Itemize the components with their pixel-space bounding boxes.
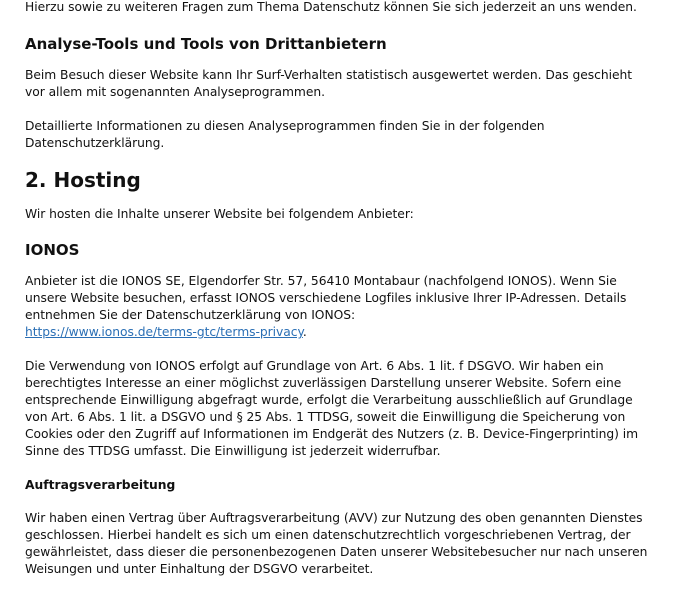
- ionos-paragraph-2: Die Verwendung von IONOS erfolgt auf Grundlage von Art. 6 Abs. 1 lit. f DSGVO. Wir haben ein berechtigtes Interesse an einer möglichst zuverlässigen Darstellung unserer Website. Sofern eine entsprechende Einwilligung abgefragt wurde, erfolgt die Verarbeitung ausschließlich auf Grundlage von Art. 6 Abs. 1 lit. a DSGVO und § 25 Abs. 1 TTDSG, soweit die Einwilligung die Speicherung von Cookies oder den Zugriff auf Informationen im Endgerät des Nutzers (z. B. Device-Fingerprinting) im Sinne des TTDSG umfasst. Die Einwilligung ist jederzeit widerrufbar.: [25, 359, 639, 458]
- auftragsverarbeitung-paragraph: Wir haben einen Vertrag über Auftragsverarbeitung (AVV) zur Nutzung des oben genannten Dienstes geschlossen. Hierbei handelt es sich um einen datenschutzrechtlich vorgeschriebenen Vertrag, der gewährleistet, dass dieser die personenbezogenen Daten unserer Websitebesucher nur nach unseren Weisungen und unter Einhaltung der DSGVO verarbeitet.: [25, 511, 648, 576]
- hosting-paragraph: Wir hosten die Inhalte unserer Website bei folgendem Anbieter:: [25, 207, 414, 221]
- auftragsverarbeitung-heading: Auftragsverarbeitung: [25, 478, 176, 492]
- ionos-privacy-link[interactable]: https://www.ionos.de/terms-gtc/terms-privacy: [25, 325, 303, 339]
- ionos-heading: IONOS: [25, 241, 80, 259]
- analyse-tools-heading: Analyse-Tools und Tools von Drittanbietern: [25, 35, 387, 53]
- analyse-paragraph-1: Beim Besuch dieser Website kann Ihr Surf-Verhalten statistisch ausgewertet werden. Das geschieht vor allem mit sogenannten Analyseprogrammen.: [25, 68, 632, 99]
- ionos-paragraph-1: [25, 273, 648, 341]
- ionos-link-suffix: .: [302, 325, 307, 339]
- hosting-heading: 2. Hosting: [25, 168, 141, 192]
- intro-text: Hierzu sowie zu weiteren Fragen zum Thema Datenschutz können Sie sich jederzeit an uns wenden.: [25, 0, 637, 14]
- ionos-paragraph-1-text: Anbieter ist die IONOS SE, Elgendorfer Str. 57, 56410 Montabaur (nachfolgend IONOS). Wenn Sie unsere Website besuchen, erfasst IONOS verschiedene Logfiles inklusive Ihrer IP-Adressen. Details entnehmen Sie der Datenschutzerklärung von IONOS:: [25, 274, 627, 322]
- analyse-paragraph-2: Detaillierte Informationen zu diesen Analyseprogrammen finden Sie in der folgenden Datenschutzerklärung.: [25, 119, 545, 150]
